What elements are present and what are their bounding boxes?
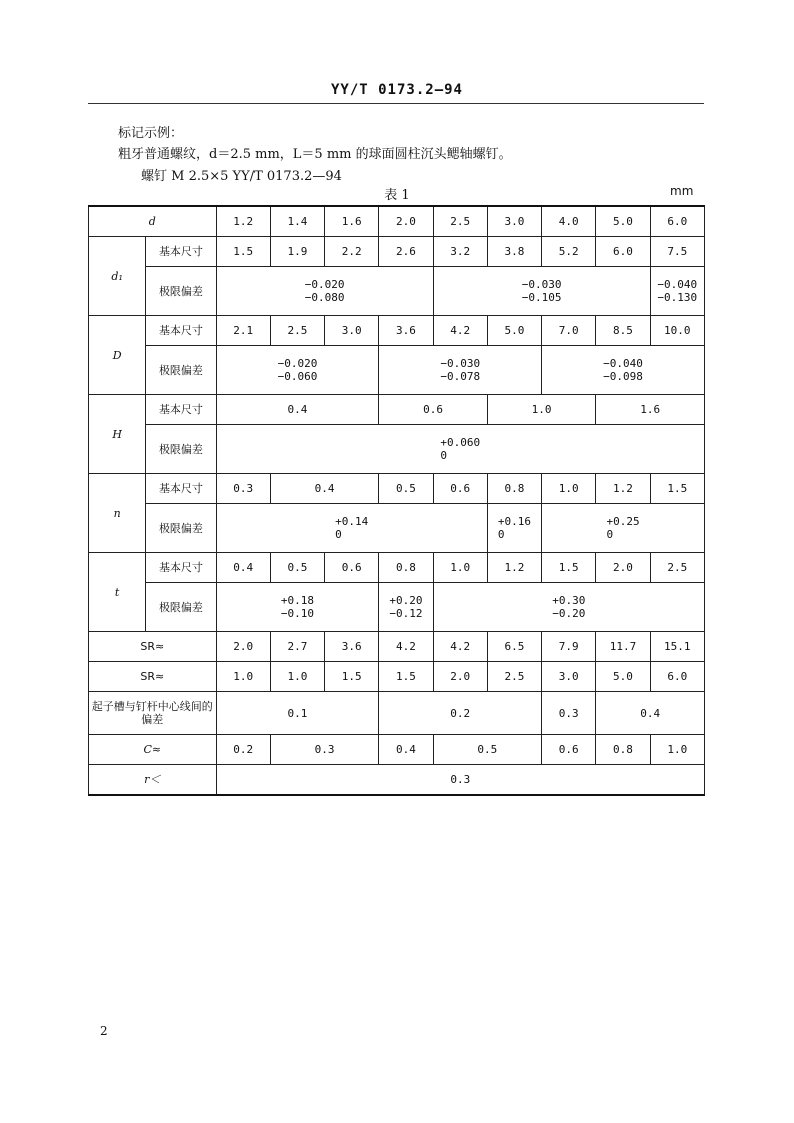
tol-lower: −0.20 (552, 607, 586, 620)
label-limit: 极限偏差 (146, 583, 216, 632)
label-basic: 基本尺寸 (146, 395, 216, 425)
cell: 1.5 (379, 662, 433, 692)
cell: 1.0 (650, 735, 704, 765)
cell: 2.5 (487, 662, 541, 692)
cell: 5.0 (596, 206, 650, 237)
cell: 3.0 (487, 206, 541, 237)
cell: 1.0 (487, 395, 596, 425)
tol-lower: 0 (440, 449, 448, 462)
cell: 3.8 (487, 237, 541, 267)
cell: 15.1 (650, 632, 704, 662)
cell: 2.0 (216, 632, 270, 662)
tol-upper: −0.030 (521, 278, 562, 291)
tol-cell (379, 346, 542, 395)
row-H-tol (89, 425, 705, 474)
cell: 3.6 (379, 316, 433, 346)
label-t: t (89, 553, 146, 632)
tol-lower: −0.080 (304, 291, 345, 304)
cell: 7.5 (650, 237, 704, 267)
label-c: C≈ (89, 735, 217, 765)
cell: 1.5 (650, 474, 704, 504)
tol-upper: +0.25 (606, 515, 640, 528)
cell: 7.9 (542, 632, 596, 662)
label-basic: 基本尺寸 (146, 237, 216, 267)
cell: 0.3 (216, 765, 704, 796)
example-code: 螺钉 M 2.5×5 YY/T 0173.2—94 (141, 169, 342, 184)
cell: 0.6 (379, 395, 488, 425)
row-sr1 (89, 632, 705, 662)
cell: 0.6 (542, 735, 596, 765)
cell: 0.4 (270, 474, 379, 504)
tol-upper: −0.030 (440, 357, 481, 370)
cell: 7.0 (542, 316, 596, 346)
row-n-tol (89, 504, 705, 553)
tol-lower: −0.098 (603, 370, 643, 383)
label-basic: 基本尺寸 (146, 316, 216, 346)
cell: 2.5 (650, 553, 704, 583)
tol-upper: +0.30 (552, 594, 586, 607)
row-offset (89, 692, 705, 735)
tol-upper: −0.020 (304, 278, 345, 291)
label-sr: SR≈ (89, 662, 217, 692)
cell: 0.4 (216, 395, 379, 425)
label-sr: SR≈ (89, 632, 217, 662)
cell: 3.6 (325, 632, 379, 662)
cell: 0.8 (596, 735, 650, 765)
cell: 5.0 (487, 316, 541, 346)
cell: 6.0 (650, 662, 704, 692)
row-d (89, 206, 705, 237)
cell: 2.1 (216, 316, 270, 346)
tol-upper: +0.18 (280, 594, 315, 607)
cell: 1.2 (596, 474, 650, 504)
tol-cell (542, 504, 705, 553)
cell: 6.0 (650, 206, 704, 237)
tol-cell (216, 583, 379, 632)
cell: 0.1 (216, 692, 379, 735)
tol-cell (487, 504, 541, 553)
tol-lower: −0.060 (277, 370, 318, 383)
example-title: 标记示例： (118, 126, 184, 141)
cell: 0.5 (379, 474, 433, 504)
label-n: n (89, 474, 146, 553)
row-r (89, 765, 705, 796)
tol-lower: −0.078 (440, 370, 481, 383)
label-limit: 极限偏差 (146, 267, 216, 316)
tol-lower: −0.105 (521, 291, 562, 304)
cell: 1.5 (216, 237, 270, 267)
cell: 0.4 (379, 735, 433, 765)
cell: 1.0 (542, 474, 596, 504)
tol-cell (542, 346, 705, 395)
cell: 1.2 (487, 553, 541, 583)
example-description: 粗牙普通螺纹，d＝2.5 mm，L＝5 mm 的球面圆柱沉头鳃轴螺钉。 (118, 147, 512, 162)
tol-lower: −0.12 (389, 607, 423, 620)
label-d: d (89, 206, 217, 237)
cell: 2.0 (596, 553, 650, 583)
cell: 4.2 (433, 632, 487, 662)
cell: 4.2 (379, 632, 433, 662)
label-limit: 极限偏差 (146, 425, 216, 474)
cell: 0.8 (379, 553, 433, 583)
tol-cell (379, 583, 433, 632)
cell: 1.0 (270, 662, 324, 692)
cell: 4.0 (542, 206, 596, 237)
dimension-table (88, 205, 705, 796)
cell: 3.0 (542, 662, 596, 692)
tol-lower: −0.130 (657, 291, 698, 304)
row-d1-tol (89, 267, 705, 316)
label-H: H (89, 395, 146, 474)
cell: 6.5 (487, 632, 541, 662)
cell: 10.0 (650, 316, 704, 346)
label-basic: 基本尺寸 (146, 474, 216, 504)
cell: 3.0 (325, 316, 379, 346)
tol-cell (433, 267, 650, 316)
cell: 8.5 (596, 316, 650, 346)
header-rule (88, 103, 704, 104)
cell: 0.6 (433, 474, 487, 504)
tol-lower: 0 (497, 528, 505, 541)
label-basic: 基本尺寸 (146, 553, 216, 583)
tol-cell (650, 267, 704, 316)
tol-upper: +0.14 (335, 515, 369, 528)
cell: 1.5 (542, 553, 596, 583)
cell: 0.3 (270, 735, 379, 765)
cell: 5.2 (542, 237, 596, 267)
cell: 0.3 (216, 474, 270, 504)
cell: 0.4 (216, 553, 270, 583)
cell: 2.5 (270, 316, 324, 346)
cell: 1.0 (433, 553, 487, 583)
tol-upper: +0.060 (440, 436, 481, 449)
cell: 3.2 (433, 237, 487, 267)
cell: 1.4 (270, 206, 324, 237)
label-d1: d₁ (89, 237, 146, 316)
label-limit: 极限偏差 (146, 504, 216, 553)
tol-cell (216, 267, 433, 316)
row-t-tol (89, 583, 705, 632)
cell: 6.0 (596, 237, 650, 267)
cell: 0.5 (270, 553, 324, 583)
tol-lower: −0.10 (280, 607, 315, 620)
cell: 2.7 (270, 632, 324, 662)
tol-cell (433, 583, 704, 632)
label-limit: 极限偏差 (146, 346, 216, 395)
row-d1-basic (89, 237, 705, 267)
cell: 1.2 (216, 206, 270, 237)
cell: 2.2 (325, 237, 379, 267)
row-sr2 (89, 662, 705, 692)
row-t-basic (89, 553, 705, 583)
cell: 0.2 (379, 692, 542, 735)
page-number: 2 (100, 1024, 108, 1038)
cell: 4.2 (433, 316, 487, 346)
cell: 1.6 (325, 206, 379, 237)
cell: 0.6 (325, 553, 379, 583)
row-D-basic (89, 316, 705, 346)
cell: 11.7 (596, 632, 650, 662)
cell: 0.8 (487, 474, 541, 504)
table-caption: 表 1 (384, 188, 410, 203)
row-D-tol (89, 346, 705, 395)
tol-upper: +0.16 (497, 515, 532, 528)
cell: 0.3 (542, 692, 596, 735)
cell: 0.4 (596, 692, 705, 735)
cell: 1.5 (325, 662, 379, 692)
tol-upper: −0.040 (657, 278, 698, 291)
cell: 5.0 (596, 662, 650, 692)
row-c (89, 735, 705, 765)
tol-upper: +0.20 (389, 594, 423, 607)
cell: 2.6 (379, 237, 433, 267)
cell: 1.0 (216, 662, 270, 692)
tol-upper: −0.020 (277, 357, 318, 370)
cell: 0.2 (216, 735, 270, 765)
tol-upper: −0.040 (603, 357, 643, 370)
cell: 2.0 (433, 662, 487, 692)
tol-cell (216, 425, 704, 474)
cell: 2.5 (433, 206, 487, 237)
tol-cell (216, 504, 487, 553)
document-header: YY/T 0173.2—94 (330, 82, 463, 98)
row-H-basic (89, 395, 705, 425)
cell: 2.0 (379, 206, 433, 237)
tol-lower: 0 (606, 528, 614, 541)
cell: 1.9 (270, 237, 324, 267)
unit-label: mm (670, 184, 694, 198)
row-n-basic (89, 474, 705, 504)
label-offset: 起子槽与钉杆中心线间的偏差 (89, 692, 217, 735)
tol-lower: 0 (335, 528, 342, 541)
label-r: r＜ (89, 765, 217, 796)
cell: 1.6 (596, 395, 705, 425)
cell: 0.5 (433, 735, 542, 765)
tol-cell (216, 346, 379, 395)
label-D: D (89, 316, 146, 395)
